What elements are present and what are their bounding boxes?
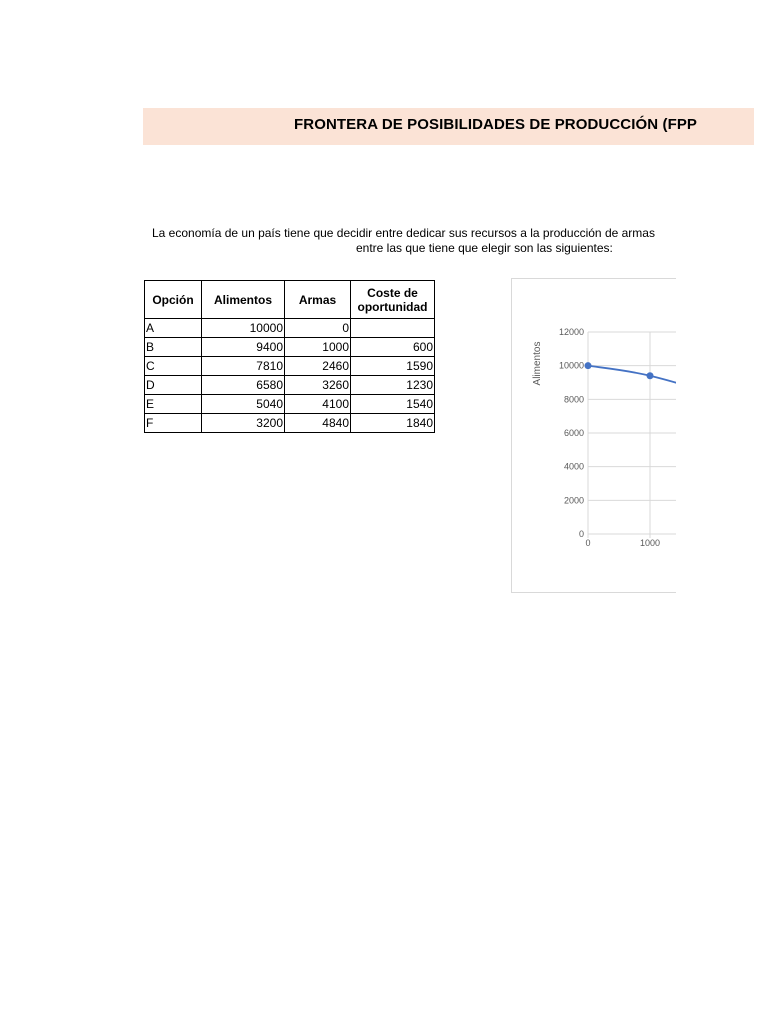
cell-armas: 1000 (285, 338, 351, 357)
cell-coste: 1590 (351, 357, 435, 376)
data-point (585, 362, 592, 369)
y-tick-label: 4000 (563, 461, 584, 472)
cell-alimentos: 9400 (202, 338, 285, 357)
table-row (145, 319, 435, 338)
data-table (144, 280, 435, 433)
intro-line-1: La economía de un país tiene que decidir entre dedicar sus recursos a la producción de armas (152, 226, 655, 240)
series-line (588, 366, 676, 480)
cell-armas: 4100 (285, 395, 351, 414)
header-alimentos: Alimentos (202, 281, 285, 319)
cell-coste: 1840 (351, 414, 435, 433)
cell-alimentos: 10000 (202, 319, 285, 338)
cell-alimentos: 6580 (202, 376, 285, 395)
y-axis-title: Alimentos (532, 341, 543, 386)
cell-opcion: C (145, 357, 202, 376)
intro-line-2: entre las que tiene que elegir son las siguientes: (356, 241, 613, 255)
table-row (145, 376, 435, 395)
table-header-row (145, 281, 435, 319)
x-tick-label: 0 (585, 538, 591, 548)
table-row (145, 395, 435, 414)
cell-opcion: F (145, 414, 202, 433)
header-opcion: Opción (145, 281, 202, 319)
y-tick-label: 10000 (558, 360, 584, 371)
cell-armas: 3260 (285, 376, 351, 395)
table-row (145, 357, 435, 376)
cell-armas: 2460 (285, 357, 351, 376)
cell-opcion: A (145, 319, 202, 338)
data-point (647, 372, 654, 379)
cell-coste: 1230 (351, 376, 435, 395)
cell-alimentos: 5040 (202, 395, 285, 414)
cell-coste: 1540 (351, 395, 435, 414)
cell-opcion: D (145, 376, 202, 395)
header-coste: Coste de oportunidad (351, 281, 435, 319)
y-tick-label: 8000 (563, 394, 584, 405)
cell-opcion: B (145, 338, 202, 357)
page-title: FRONTERA DE POSIBILIDADES DE PRODUCCIÓN (FPP (294, 116, 698, 133)
y-tick-label: 12000 (558, 327, 584, 337)
ppf-chart (512, 279, 676, 592)
y-tick-label: 2000 (563, 495, 584, 506)
header-armas: Armas (285, 281, 351, 319)
cell-coste (351, 319, 435, 338)
y-tick-label: 0 (578, 529, 584, 539)
cell-coste: 600 (351, 338, 435, 357)
cell-alimentos: 3200 (202, 414, 285, 433)
chart-frame[interactable] (511, 278, 676, 593)
table-row (145, 414, 435, 433)
cell-armas: 4840 (285, 414, 351, 433)
table-row (145, 338, 435, 357)
x-tick-label: 1000 (639, 538, 661, 548)
cell-opcion: E (145, 395, 202, 414)
cell-alimentos: 7810 (202, 357, 285, 376)
y-tick-label: 6000 (563, 428, 584, 438)
cell-armas: 0 (285, 319, 351, 338)
